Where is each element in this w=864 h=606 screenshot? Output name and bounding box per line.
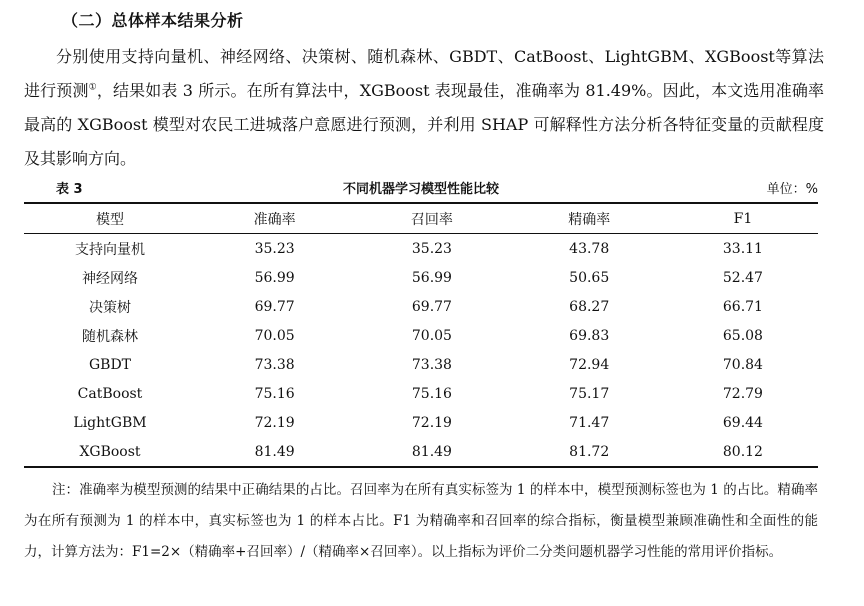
table-row <box>24 350 818 379</box>
table-row <box>24 292 818 321</box>
table-unit: 单位：% <box>766 182 818 197</box>
cell-precision: 69.83 <box>569 327 610 344</box>
header-precision: 精确率 <box>568 211 611 228</box>
section-heading: （二）总体样本结果分析 <box>62 11 244 30</box>
body-paragraph <box>24 40 824 176</box>
header-recall: 召回率 <box>410 211 453 228</box>
cell-recall: 35.23 <box>411 240 452 257</box>
cell-recall: 70.05 <box>411 327 452 344</box>
table-row <box>24 234 818 264</box>
table-row <box>24 263 818 292</box>
cell-model: 神经网络 <box>82 270 138 287</box>
cell-model: XGBoost <box>79 443 141 460</box>
cell-model: GBDT <box>88 356 132 373</box>
cell-model: LightGBM <box>73 414 147 431</box>
table-header-row <box>24 203 818 234</box>
cell-recall: 56.99 <box>411 269 452 286</box>
cell-f1: 70.84 <box>722 356 763 373</box>
cell-recall: 69.77 <box>411 298 452 315</box>
header-f1: F1 <box>733 210 753 227</box>
table-row <box>24 321 818 350</box>
cell-f1: 65.08 <box>722 327 763 344</box>
cell-accuracy: 75.16 <box>254 385 295 402</box>
cell-accuracy: 69.77 <box>254 298 295 315</box>
table-caption <box>24 174 818 198</box>
cell-model: 支持向量机 <box>75 241 145 258</box>
table-title: 不同机器学习模型性能比较 <box>342 182 499 197</box>
table-label: 表 3 <box>56 182 83 197</box>
cell-model: 随机森林 <box>82 328 138 345</box>
header-accuracy: 准确率 <box>253 211 296 228</box>
cell-accuracy: 35.23 <box>254 240 295 257</box>
paragraph-part2: ，结果如表 3 所示。在所有算法中，XGBoost 表现最佳，准确率为 81.49%。因此，本文选用准确率最高的 XGBoost 模型对农民工进城落户意愿进行预测，并利用 SHAP 可解释性方法分析各特征变量的贡献程度及其影响方向。 <box>24 81 824 168</box>
cell-precision: 50.65 <box>569 269 610 286</box>
model-performance-table <box>24 202 818 468</box>
cell-recall: 73.38 <box>411 356 452 373</box>
table-row <box>24 437 818 467</box>
cell-model: CatBoost <box>77 385 143 402</box>
cell-f1: 72.79 <box>722 385 763 402</box>
cell-f1: 33.11 <box>722 240 763 257</box>
cell-precision: 75.17 <box>569 385 610 402</box>
cell-recall: 75.16 <box>411 385 452 402</box>
footnote-mark: ① <box>88 82 97 93</box>
cell-precision: 68.27 <box>569 298 610 315</box>
cell-f1: 52.47 <box>722 269 763 286</box>
cell-precision: 81.72 <box>569 443 610 460</box>
cell-f1: 66.71 <box>722 298 763 315</box>
cell-recall: 81.49 <box>411 443 452 460</box>
cell-accuracy: 56.99 <box>254 269 295 286</box>
cell-precision: 72.94 <box>569 356 610 373</box>
cell-recall: 72.19 <box>411 414 452 431</box>
cell-precision: 43.78 <box>569 240 610 257</box>
cell-accuracy: 81.49 <box>254 443 295 460</box>
cell-f1: 69.44 <box>722 414 763 431</box>
cell-precision: 71.47 <box>569 414 610 431</box>
cell-accuracy: 70.05 <box>254 327 295 344</box>
cell-f1: 80.12 <box>722 443 763 460</box>
table-row <box>24 379 818 408</box>
cell-model: 决策树 <box>89 299 131 316</box>
paragraph-part1: 分别使用支持向量机、神经网络、决策树、随机森林、GBDT、CatBoost、LightGBM、XGBoost等算法进行预测 <box>24 47 824 100</box>
table-note: 注：准确率为模型预测的结果中正确结果的占比。召回率为在所有真实标签为 1 的样本中，模型预测标签也为 1 的占比。精确率为在所有预测为 1 的样本中，真实标签也为 1 的样本占比。F1 为精确率和召回率的综合指标，衡量模型兼顾准确性和全面性的能力，计算方法为：F1=2×（精确率+召回率）/（精确率×召回率）。以上指标为评价二分类问题机器学习性能的常用评价指标。 <box>24 482 818 560</box>
header-model: 模型 <box>96 211 124 228</box>
cell-accuracy: 72.19 <box>254 414 295 431</box>
table-row <box>24 408 818 437</box>
cell-accuracy: 73.38 <box>254 356 295 373</box>
